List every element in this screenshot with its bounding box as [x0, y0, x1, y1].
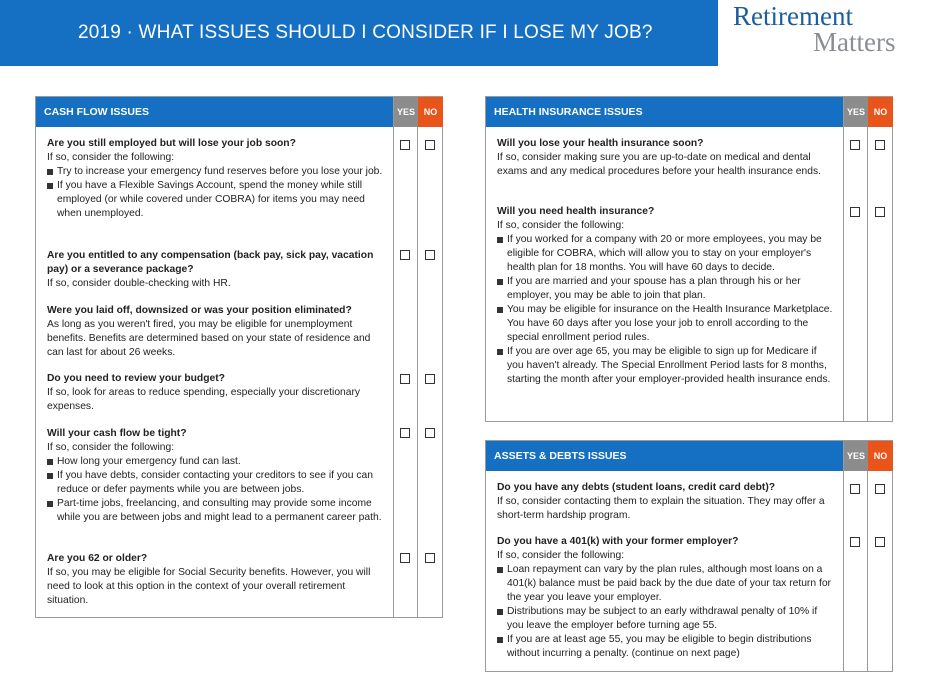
- question: Will you lose your health insurance soon?: [497, 138, 704, 149]
- yes-checkbox[interactable]: [400, 250, 410, 260]
- question: Will you need health insurance?: [497, 206, 655, 217]
- yes-checkbox[interactable]: [400, 553, 410, 563]
- yes-checkbox[interactable]: [850, 140, 860, 150]
- bullet: Part-time jobs, freelancing, and consulting may provide some income while you are between jobs and might lead to a permanent career path.: [47, 497, 385, 525]
- no-checkbox[interactable]: [425, 140, 435, 150]
- yes-checkbox[interactable]: [400, 374, 410, 384]
- yes-header: YES: [844, 441, 868, 471]
- no-checkbox[interactable]: [425, 553, 435, 563]
- logo-line-1: Retirement: [733, 1, 853, 31]
- no-column: [867, 441, 892, 671]
- assets-item-1: [497, 481, 835, 523]
- item-text: If so, consider the following:: [497, 220, 625, 231]
- item-text: As long as you weren't fired, you may be eligible for unemployment benefits. Benefits are determined based on your state of residence and can last for about 26 weeks.: [47, 319, 371, 358]
- no-header: NO: [868, 97, 893, 127]
- bullet: If you have debts, consider contacting your creditors to see if you can reduce or defer payments while you are between jobs.: [47, 469, 385, 497]
- no-column: [417, 97, 442, 617]
- health-insurance-header: HEALTH INSURANCE ISSUES: [486, 97, 843, 127]
- no-checkbox[interactable]: [425, 428, 435, 438]
- cash-flow-item-3: [47, 304, 385, 360]
- item-text: If so, look for areas to reduce spending, especially your discretionary expenses.: [47, 387, 361, 412]
- retirement-matters-logo: [718, 0, 932, 66]
- no-header: NO: [868, 441, 893, 471]
- cash-flow-header: CASH FLOW ISSUES: [36, 97, 393, 127]
- health-item-1: [497, 137, 835, 179]
- item-text: If so, consider making sure you are up-to-date on medical and dental exams and any medical procedures before your health insurance ends.: [497, 152, 821, 177]
- yes-checkbox[interactable]: [850, 484, 860, 494]
- no-checkbox[interactable]: [875, 484, 885, 494]
- bullet: Distributions may be subject to an early withdrawal penalty of 10% if you leave the employer before turning age 55.: [497, 605, 835, 633]
- yes-checkbox[interactable]: [400, 428, 410, 438]
- no-checkbox[interactable]: [875, 140, 885, 150]
- bullet: If you are over age 65, you may be eligible to sign up for Medicare if you haven't already. The Special Enrollment Period lasts for 8 months, starting the month after your employer-provided health insurance ends.: [497, 345, 835, 387]
- yes-column: [843, 441, 867, 671]
- cash-flow-item-2: [47, 249, 385, 291]
- cash-flow-item-5: [47, 427, 385, 525]
- question: Will your cash flow be tight?: [47, 428, 187, 439]
- question: Are you still employed but will lose your job soon?: [47, 138, 296, 149]
- yes-checkbox[interactable]: [850, 207, 860, 217]
- item-text: If so, you may be eligible for Social Security benefits. However, you will need to look at this option in the context of your overall retirement situation.: [47, 567, 371, 606]
- yes-column: [393, 97, 417, 617]
- bullet: Loan repayment can vary by the plan rules, although most loans on a 401(k) balance must be paid back by the due date of your tax return for the year you leave your employer.: [497, 563, 835, 605]
- item-text: If so, consider the following:: [497, 550, 625, 561]
- health-insurance-panel: [485, 96, 893, 422]
- question: Do you need to review your budget?: [47, 373, 225, 384]
- no-checkbox[interactable]: [875, 537, 885, 547]
- health-item-2: [497, 205, 835, 387]
- item-text: If so, consider the following:: [47, 152, 175, 163]
- cash-flow-item-4: [47, 372, 385, 414]
- bullet: If you worked for a company with 20 or more employees, you may be eligible for COBRA, which will allow you to stay on your employer's health plan for 18 months. You will have 60 days to decide.: [497, 233, 835, 275]
- bullet: Try to increase your emergency fund reserves before you lose your job.: [47, 165, 385, 179]
- cash-flow-item-6: [47, 552, 385, 608]
- no-checkbox[interactable]: [425, 374, 435, 384]
- page-title: 2019 · WHAT ISSUES SHOULD I CONSIDER IF I LOSE MY JOB?: [78, 22, 653, 43]
- bullet: If you are at least age 55, you may be eligible to begin distributions without incurring a penalty. (continue on next page): [497, 633, 835, 661]
- bullet: How long your emergency fund can last.: [47, 455, 385, 469]
- yes-header: YES: [844, 97, 868, 127]
- no-checkbox[interactable]: [425, 250, 435, 260]
- assets-debts-header: ASSETS & DEBTS ISSUES: [486, 441, 843, 471]
- item-text: If so, consider the following:: [47, 442, 175, 453]
- no-checkbox[interactable]: [875, 207, 885, 217]
- cash-flow-item-1: [47, 137, 385, 221]
- yes-header: YES: [394, 97, 418, 127]
- assets-debts-panel: [485, 440, 893, 672]
- question: Were you laid off, downsized or was your position eliminated?: [47, 305, 352, 316]
- bullet: If you have a Flexible Savings Account, spend the money while still employed (or while covered under COBRA) for items you may need when unemployed.: [47, 179, 385, 221]
- bullet: You may be eligible for insurance on the Health Insurance Marketplace. You have 60 days after you lose your job to enroll according to the special enrollment period rules.: [497, 303, 835, 345]
- item-text: If so, consider contacting them to explain the situation. They may offer a short-term hardship program.: [497, 496, 825, 521]
- no-header: NO: [418, 97, 443, 127]
- title-band: [0, 0, 718, 66]
- assets-item-2: [497, 535, 835, 661]
- item-text: If so, consider double-checking with HR.: [47, 278, 231, 289]
- yes-checkbox[interactable]: [400, 140, 410, 150]
- question: Do you have a 401(k) with your former employer?: [497, 536, 739, 547]
- logo-line-2: Matters: [813, 27, 896, 57]
- yes-checkbox[interactable]: [850, 537, 860, 547]
- cash-flow-panel: [35, 96, 443, 618]
- question: Are you entitled to any compensation (back pay, sick pay, vacation pay) or a severance package?: [47, 250, 374, 275]
- question: Do you have any debts (student loans, credit card debt)?: [497, 482, 776, 493]
- page-header: [0, 0, 932, 66]
- question: Are you 62 or older?: [47, 553, 148, 564]
- bullet: If you are married and your spouse has a plan through his or her employer, you may be able to join that plan.: [497, 275, 835, 303]
